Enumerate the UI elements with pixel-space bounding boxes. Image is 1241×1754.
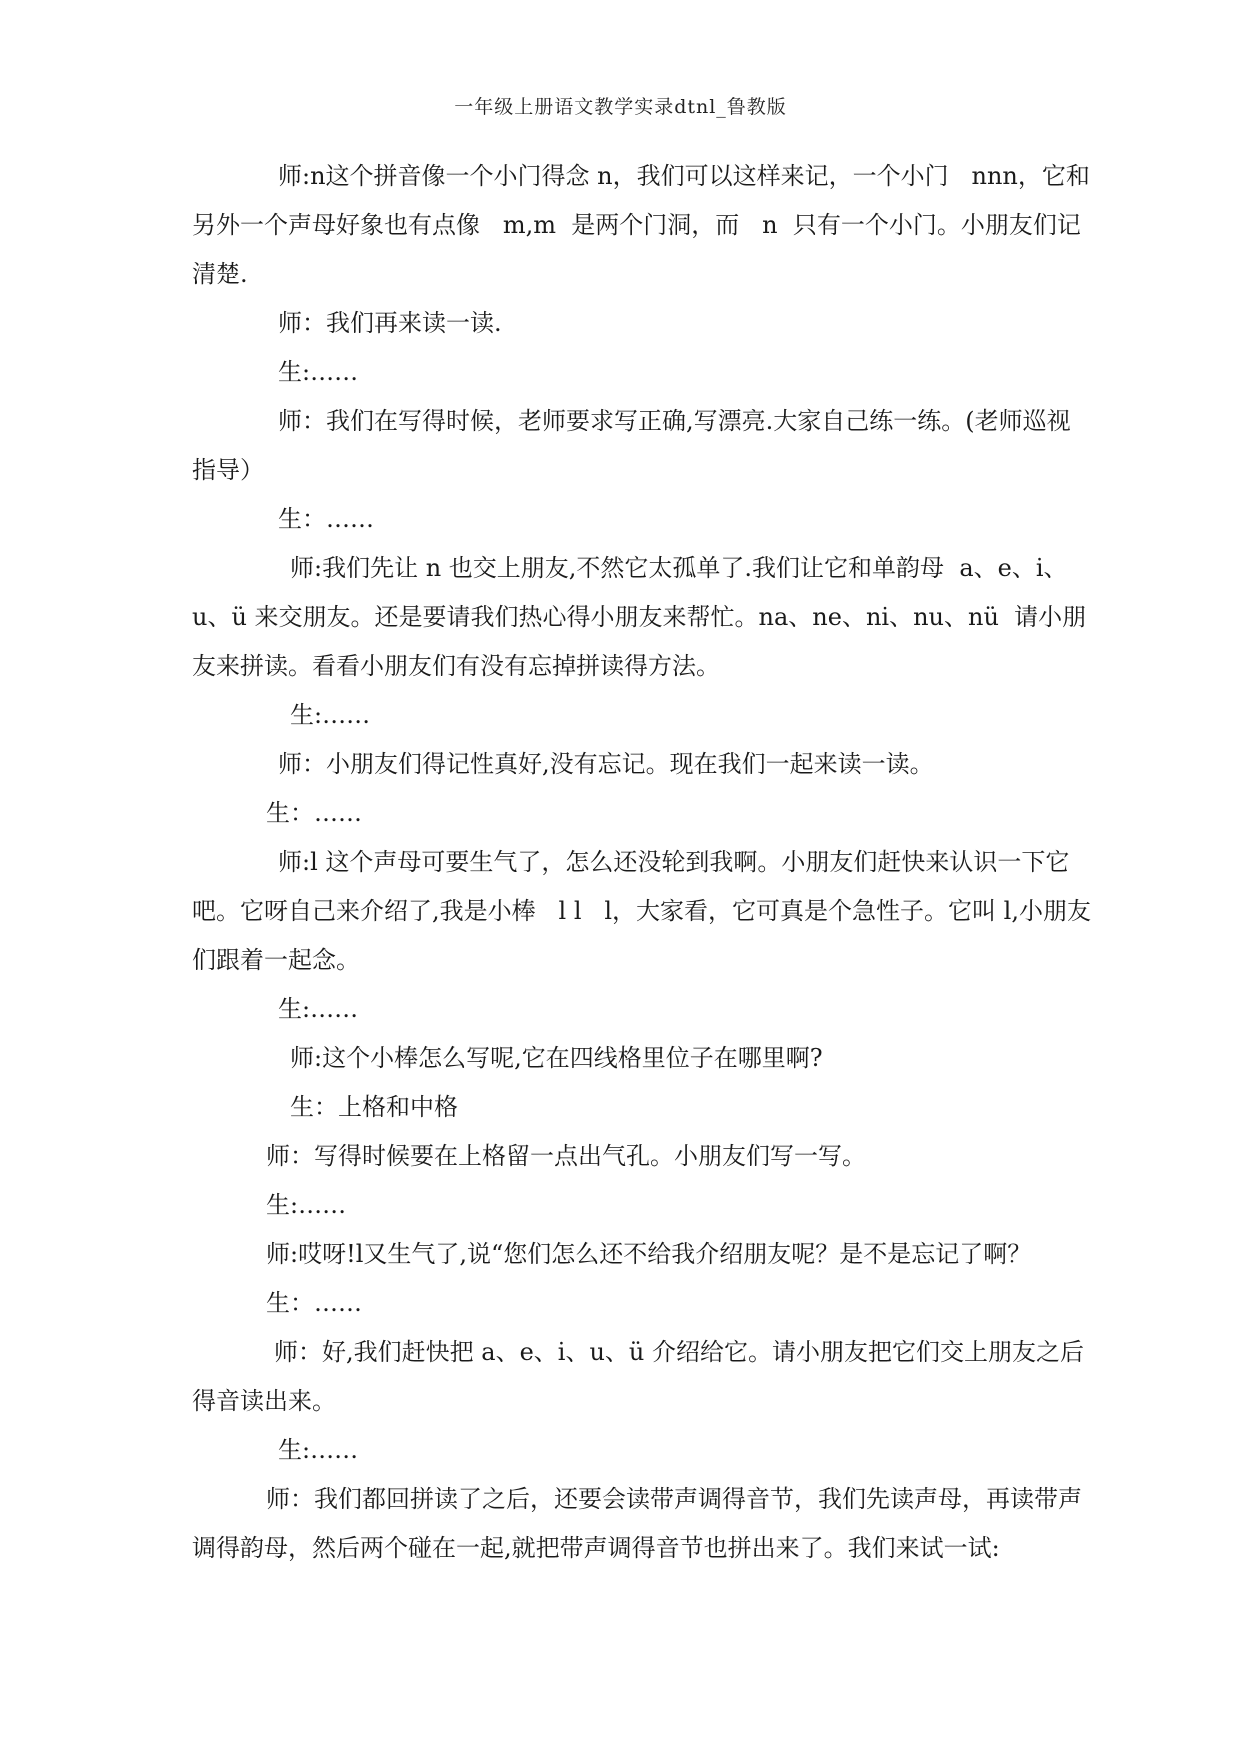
paragraph: 生：上格和中格 — [290, 1093, 458, 1121]
paragraph: 师:我们先让 n 也交上朋友,不然它太孤单了.我们让它和单韵母 a、e、i、u、ü 来交朋友。还是要请我们热心得小朋友来帮忙。na、ne、ni、nu、nü 请小朋友来拼读。看看小朋友们有没有忘掉拼读得方法。 — [192, 554, 1087, 680]
paragraph: 师:哎呀!l又生气了,说“您们怎么还不给我介绍朋友呢？是不是忘记了啊？ — [266, 1240, 1032, 1268]
paragraph: 师：小朋友们得记性真好,没有忘记。现在我们一起来读一读。 — [278, 750, 934, 778]
paragraph: 生：…… — [266, 1289, 362, 1317]
paragraph: 生:…… — [278, 1436, 359, 1464]
paragraph: 师：好,我们赶快把 a、e、i、u、ü 介绍给它。请小朋友把它们交上朋友之后得音读出来。 — [192, 1338, 1084, 1415]
paragraph: 生:…… — [278, 358, 359, 386]
paragraph: 生：…… — [278, 505, 374, 533]
paragraph: 师：我们再来读一读. — [278, 309, 502, 337]
paragraph: 师:n这个拼音像一个小门得念 n，我们可以这样来记，一个小门 nnn，它和另外一个声母好象也有点像 m,m 是两个门洞，而 n 只有一个小门。小朋友们记清楚. — [192, 162, 1090, 288]
paragraph: 师：我们都回拼读了之后，还要会读带声调得音节，我们先读声母，再读带声调得韵母，然后两个碰在一起,就把带声调得音节也拼出来了。我们来试一试: — [192, 1485, 1082, 1562]
paragraph: 师：我们在写得时候，老师要求写正确,写漂亮.大家自己练一练。(老师巡视指导） — [192, 407, 1071, 484]
paragraph: 师:这个小棒怎么写呢,它在四线格里位子在哪里啊? — [290, 1044, 823, 1072]
paragraph: 生:…… — [290, 701, 371, 729]
paragraph: 生:…… — [266, 1191, 347, 1219]
page-header: 一年级上册语文教学实录dtnl_鲁教版 — [454, 96, 787, 118]
document-body — [192, 152, 1092, 1573]
paragraph: 师:l 这个声母可要生气了，怎么还没轮到我啊。小朋友们赶快来认识一下它吧。它呀自己来介绍了,我是小棒 l l l，大家看，它可真是个急性子。它叫 l,小朋友们跟着一起念。 — [192, 848, 1091, 974]
paragraph: 师：写得时候要在上格留一点出气孔。小朋友们写一写。 — [266, 1142, 866, 1170]
paragraph: 生：…… — [266, 799, 362, 827]
paragraph: 生:…… — [278, 995, 359, 1023]
